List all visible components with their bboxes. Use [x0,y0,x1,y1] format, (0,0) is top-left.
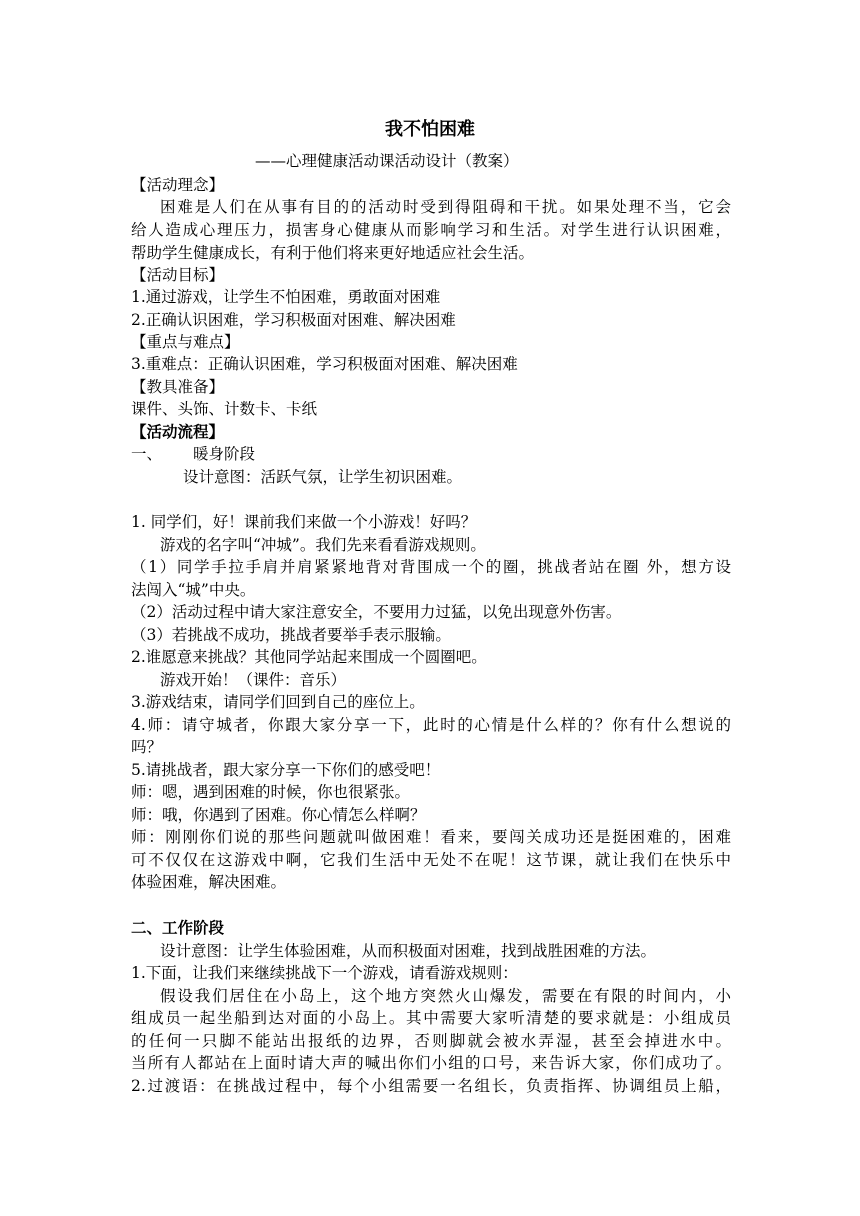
stage1-line: 可不仅仅在这游戏中啊，它我们生活中无处不在呢！这节课，就让我们在快乐中 [131,851,731,869]
stage1-line: 1. 同学们，好！课前我们来做一个小游戏！好吗？ [131,513,477,531]
stage1-intent: 设计意图：活跃气氛，让学生初识困难。 [183,468,463,486]
stage2-line: 当所有人都站在上面时请大声的喊出你们小组的口号，来告诉大家，你们成功了。 [131,1054,731,1072]
stage1-line: 师：刚刚你们说的那些问题就叫做困难！看来，要闯关成功还是挺困难的，困难 [131,828,731,846]
stage1-line: 法闯入“城”中央。 [131,581,256,599]
stage1-line: 4.师：请守城者，你跟大家分享一下，此时的心情是什么样的？你有什么想说的 [131,716,731,734]
stage2-line: 2.过渡语：在挑战过程中，每个小组需要一名组长，负责指挥、协调组员上船， [131,1077,731,1095]
stage1-line: 2.谁愿意来挑战？其他同学站起来围成一个圆圈吧。 [131,648,487,666]
document-subtitle: ——心理健康活动课活动设计（教案） [255,152,519,170]
goal-item: 2.正确认识困难，学习积极面对困难、解决困难 [131,311,456,329]
stage1-title: 暖身阶段 [193,445,256,463]
stage1-line: 3.游戏结束，请同学们回到自己的座位上。 [131,693,425,711]
concept-line: 帮助学生健康成长，有利于他们将来更好地适应社会生活。 [131,244,535,262]
materials-list: 课件、头饰、计数卡、卡纸 [131,400,318,418]
stage1-line: （2）活动过程中请大家注意安全，不要用力过猛，以免出现意外伤害。 [131,603,622,621]
process-heading: 【活动流程】 [131,422,225,441]
stage1-line: 游戏开始！（课件：音乐） [160,671,347,689]
concept-line: 困难是人们在从事有目的的活动时受到得阻碍和干扰。如果处理不当，它会 [160,198,731,216]
stage1-line: （1）同学手拉手肩并肩紧紧地背对背围成一个的圈，挑战者站在圈 外，想方设 [131,558,731,576]
concept-heading: 【活动理念】 [131,176,225,194]
stage1-number: 一、 [131,445,163,463]
stage1-line: （3）若挑战不成功，挑战者要举手表示服输。 [131,626,451,644]
stage2-line: 组成员一起坐船到达对面的小岛上。其中需要大家听清楚的要求就是：小组成员 [131,1009,731,1027]
stage2-heading: 二、工作阶段 [131,918,225,937]
stage1-line: 5.请挑战者，跟大家分享一下你们的感受吧！ [131,761,441,779]
stage1-line: 体验困难，解决困难。 [131,873,287,891]
stage1-line: 吗？ [131,738,163,756]
concept-line: 给人造成心理压力，损害身心健康从而影响学习和生活。对学生进行认识困难， [131,221,731,239]
goal-item: 1.通过游戏，让学生不怕困难，勇敢面对困难 [131,288,441,306]
stage1-line: 游戏的名字叫“冲城”。我们先来看看游戏规则。 [160,536,486,554]
materials-heading: 【教具准备】 [131,378,225,396]
stage1-line: 师：嗯，遇到困难的时候，你也很紧张。 [131,783,411,801]
stage2-line: 假设我们居住在小岛上，这个地方突然火山爆发，需要在有限的时间内，小 [160,987,731,1005]
stage2-line: 设计意图：让学生体验困难，从而积极面对困难，找到战胜困难的方法。 [160,942,657,960]
key-point: 3.重难点：正确认识困难，学习积极面对困难、解决困难 [131,355,518,373]
document-title: 我不怕困难 [385,119,475,140]
stage2-line: 1.下面，让我们来继续挑战下一个游戏，请看游戏规则： [131,964,518,982]
key-heading: 【重点与难点】 [131,333,240,351]
stage2-line: 的任何一只脚不能站出报纸的边界，否则脚就会被水弄湿，甚至会掉进水中。 [131,1032,731,1050]
stage1-line: 师：哦，你遇到了困难。你心情怎么样啊？ [131,806,426,824]
goals-heading: 【活动目标】 [131,266,225,284]
